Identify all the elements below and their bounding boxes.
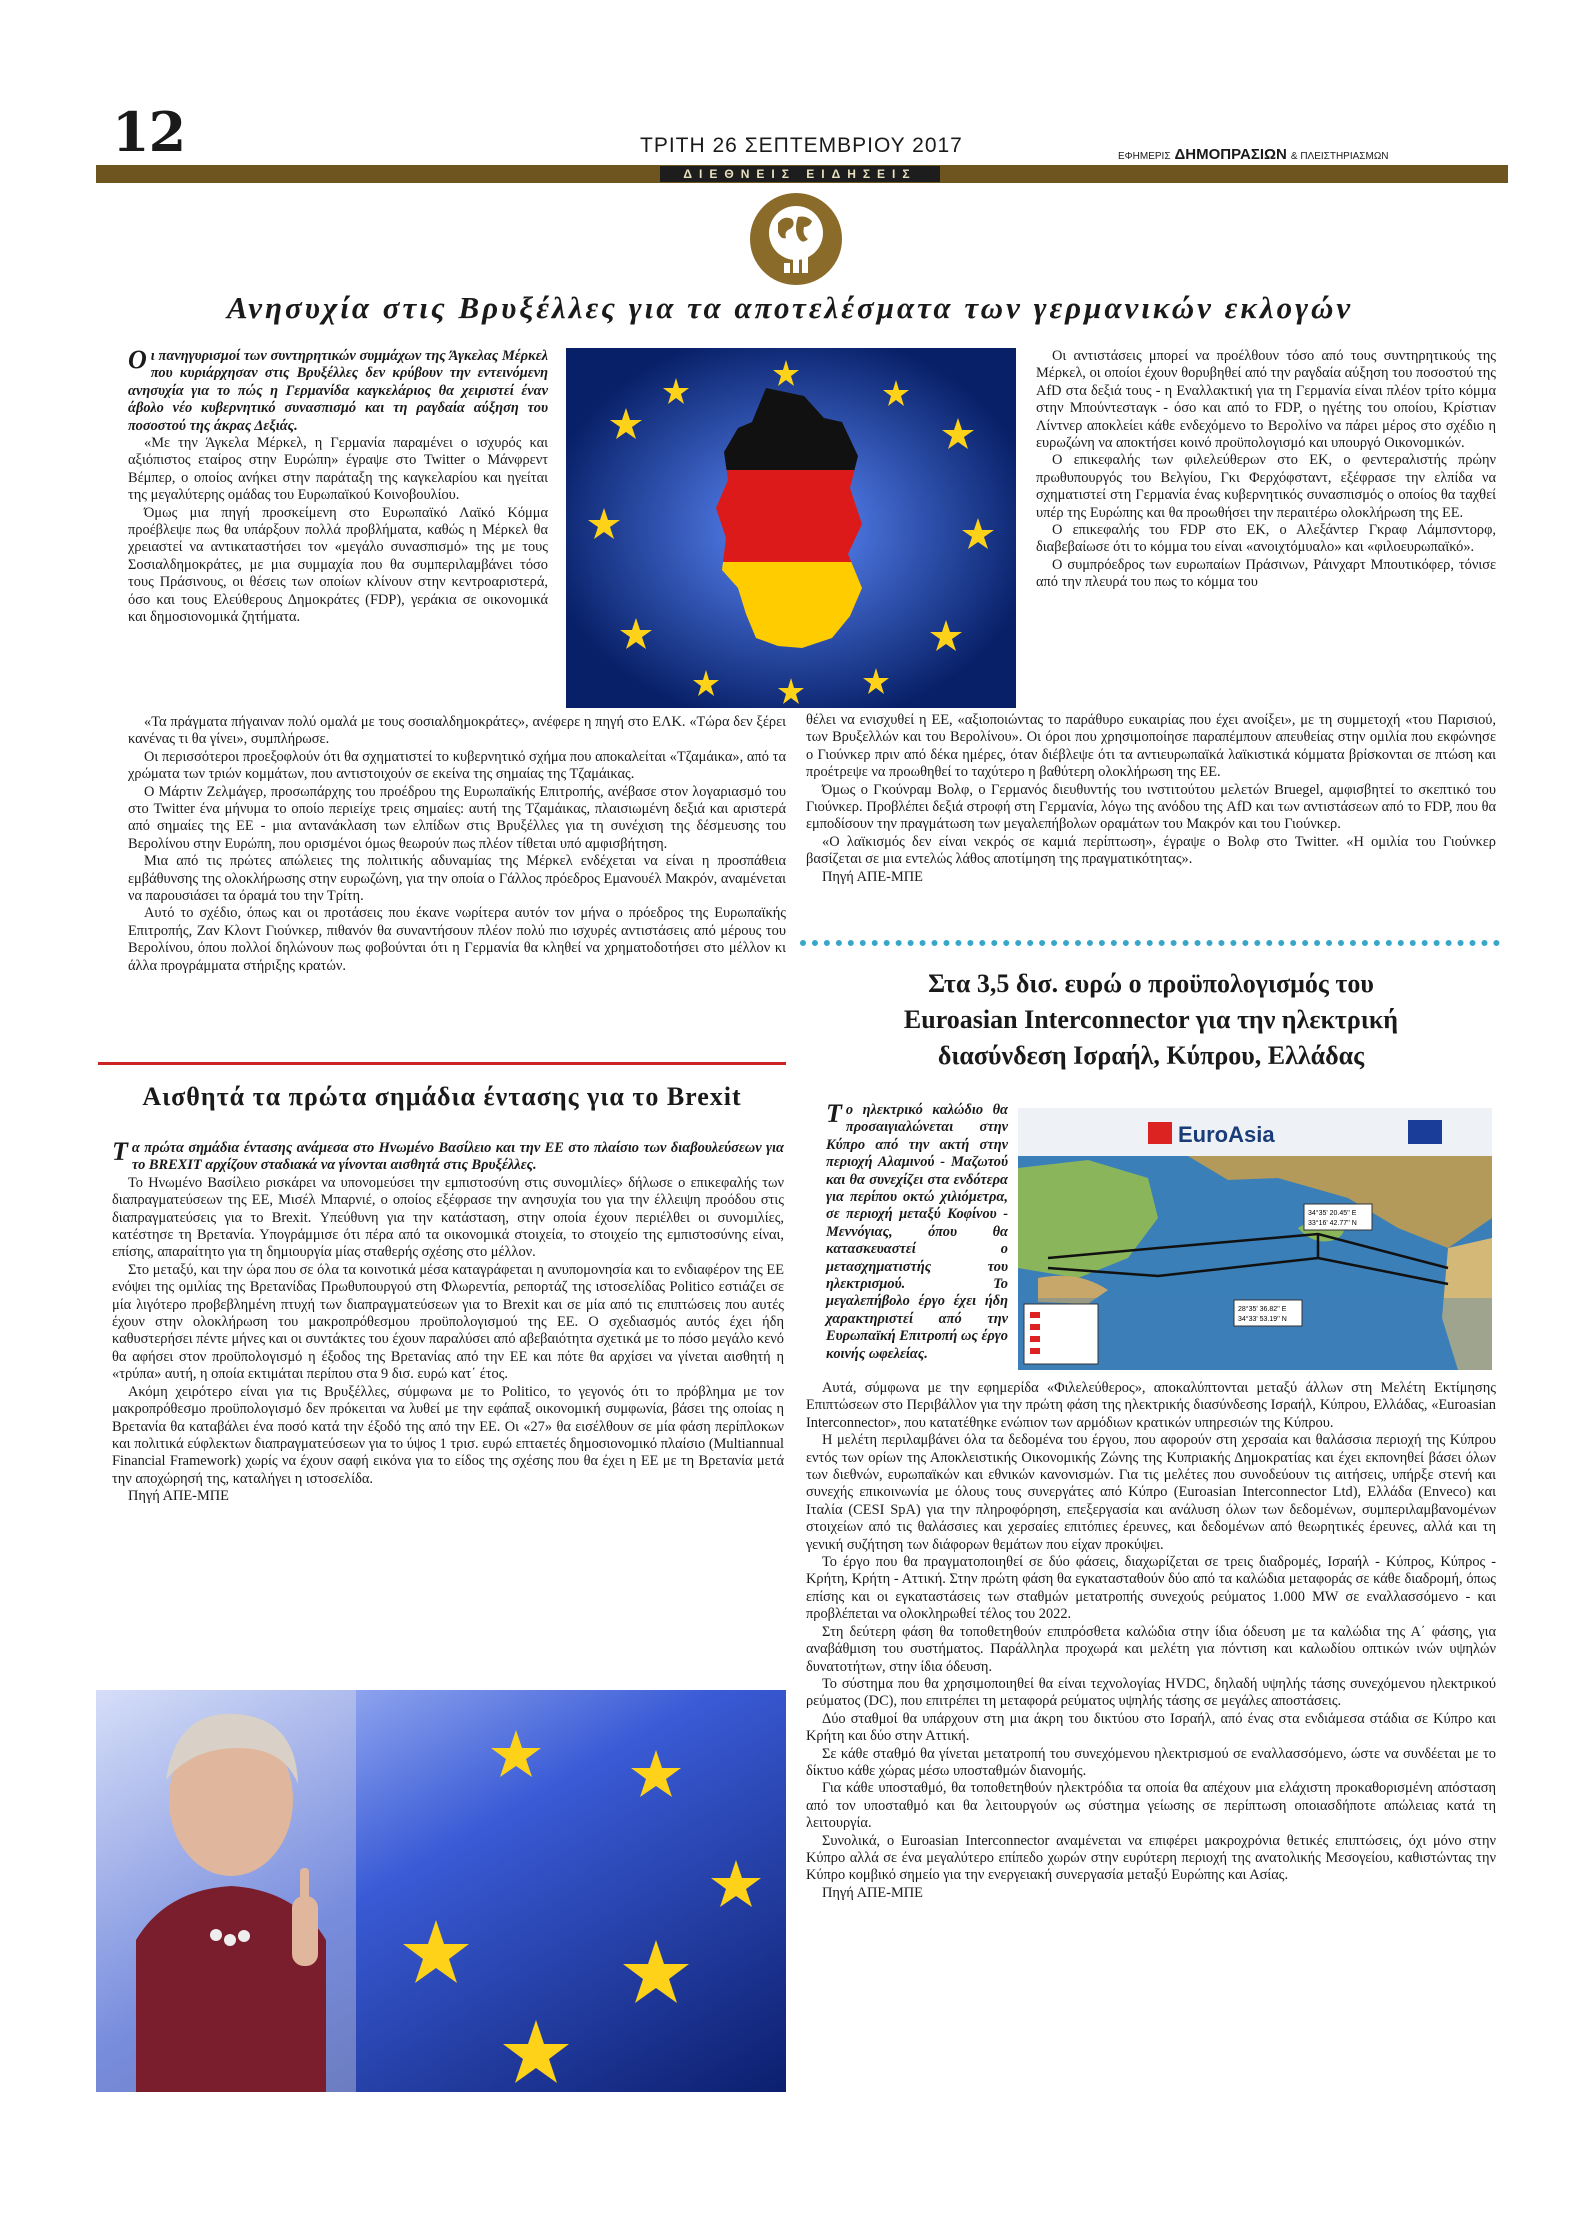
- article3-paragraph: Για κάθε υποσταθμό, θα τοποθετηθούν ηλεκτρόδια τα οποία θα απέχουν μια ελάχιστη προκαθορισμένη απόσταση από τον υποσταθμό και θα λειτουργούν ως σύστημα γείωσης σε περίπτωση οποιασδήποτε απώλειας κατά τη λειτουργία.: [806, 1780, 1496, 1832]
- article3-lead: Το ηλεκτρικό καλώδιο θα προσαιγιαλώνεται στην Κύπρο από την ακτή στην περιοχή Αλαμινού - Μαζωτού και θα συνεχίζει στα ενδότερα για περίπου οκτώ χιλιόμετρα, σε περιοχή μεταξύ Κοφίνου - Μεννόγιας, όπου θα κατασκευαστεί ο μετασχηματιστής του ηλεκτρισμού. Το μεγαλεπήβολο έργο έχει ήδη χαρακτηριστεί από την Ευρωπαϊκή Επιτροπή ως έργο κοινής ωφελείας.: [826, 1099, 1008, 1362]
- article1-source: Πηγή ΑΠΕ-ΜΠΕ: [822, 868, 923, 885]
- article3-headline-line: Euroasian Interconnector για την ηλεκτρική: [903, 1005, 1399, 1034]
- map-coordinate: 33°16' 42.77'' N: [1308, 1220, 1357, 1227]
- speaker-figure: [96, 1690, 356, 2092]
- article1-paragraph: «Τα πράγματα πήγαιναν πολύ ομαλά με τους σοσιαλδημοκράτες», ανέφερε η πηγή στο ΕΛΚ. «Τώρα δεν ξέρει κανένας τι θα γίνει», συμπλήρωσε.: [128, 714, 786, 748]
- article1-paragraph: Οι περισσότεροι προεξοφλούν ότι θα σχηματιστεί το κυβερνητικό σχήμα που αποκαλείται «Τζαμάικα», από τα χρώματα των τριών κομμάτων, που αντιστοιχούν σε εκείνα της σημαίας της Τζαμάικας.: [128, 748, 786, 783]
- article3-drop-cap: Τ: [826, 1099, 842, 1128]
- article1-lead: Οι πανηγυρισμοί των συντηρητικών συμμάχων της Άγκελας Μέρκελ που κυριάρχησαν στις Βρυξέλλες δεν κρύβουν την εντεινόμενη ανησυχία για το πώς η Γερμανίδα καγκελάριος θα χειριστεί έναν άβολο νέο κυβερνητικό συνασπισμό και τη ραγδαία αύξηση του ποσοστού της άκρας Δεξιάς.: [128, 345, 548, 434]
- article3-paragraph: Δύο σταθμοί θα υπάρχουν στη μια άκρη του δικτύου στο Ισραήλ, από ένας στα ενδιάμεσα στάδια σε Κύπρο και Κρήτη και δύο στην Αττική.: [806, 1710, 1496, 1745]
- article3-headline-line: Στα 3,5 δισ. ευρώ ο προϋπολογισμός του: [928, 969, 1374, 998]
- article1-paragraph: Ο συμπρόεδρος των ευρωπαίων Πράσινων, Ράινχαρτ Μπουτικόφερ, τόνισε από την πλευρά του πως το κόμμα του: [1036, 556, 1496, 591]
- article3-paragraph: Το έργο που θα πραγματοποιηθεί σε δύο φάσεις, διαχωρίζεται σε τρεις διαδρομές, Ισραήλ - Κύπρος, Κύπρος - Κρήτη, Κρήτη - Αττική. Στην πρώτη φάση θα εγκατασταθούν δύο από τα καλώδια μεταφοράς σε κάθε διαδρομή, όπως επίσης και οι εγκαταστάσεις των σταθμών μετατροπής συνεχούς ρεύματος 1.000 MW σε εναλλασσόμενο - και προβλέπεται να ολοκληρωθεί τέλος του 2022.: [806, 1554, 1496, 1623]
- article3-paragraph: Σε κάθε σταθμό θα γίνεται μετατροπή του συνεχόμενου ηλεκτρισμού σε εναλλασσόμενο, ώστε να συνδέεται με το δίκτυο κάθε χώρας μέσω υποσταθμών διανομής.: [806, 1745, 1496, 1779]
- article3-paragraph: Το σύστημα που θα χρησιμοποιηθεί θα είναι τεχνολογίας HVDC, δηλαδή υψηλής τάσης συνεχόμενου ηλεκτρικού ρεύματος (DC), που επιτρέπει τη μεταφορά ρεύματος υψηλής τάσης σε μεγάλες αποστάσεις.: [806, 1675, 1496, 1710]
- article3-lead-column: [826, 1099, 1008, 1363]
- article1-paragraph: Αυτό το σχέδιο, όπως και οι προτάσεις που έκανε νωρίτερα αυτόν τον μήνα ο πρόεδρος της Ευρωπαϊκής Επιτροπής, Ζαν Κλοντ Γιούνκερ, πιθανόν θα συναντήσουν πλέον πολύ πιο ισχυρές αντιστάσεις από μέρους του Βερολίνου, όπου πολλοί δηλώνουν πως φοβούνται ότι η Γερμανία θα κληθεί να χρηματοδοτήσει στο μέλλον κι άλλα προγράμματα στήριξης κρατών.: [128, 905, 786, 974]
- masthead-prefix: ΕΦΗΜΕΡΙΣ: [1118, 151, 1171, 162]
- article1-paragraph: Ο Μάρτιν Ζελμάγερ, προσωπάρχης του προέδρου της Ευρωπαϊκής Επιτροπής, ανέβασε στον λογαριασμό του στο Twitter ένα μήνυμα το οποίο περιείχε τρεις σημαίες: αυτή της Τζαμάικας, πλαισιωμένη δεξιά και αριστερά από σημαίες της ΕΕ - μια αντανάκλαση των ελπίδων στις Βρυξέλλες για τη συνέχιση της δέσμευσης του Βερολίνου στην Ευρώπη, που ορισμένοι όμως θεωρούν πως πλέον τίθεται υπό αμφισβήτηση.: [128, 783, 786, 852]
- article1-right-column: [1036, 348, 1496, 592]
- article1-paragraph: Ο επικεφαλής των φιλελεύθερων στο ΕΚ, ο φεντεραλιστής πρώην πρωθυπουργός του Βελγίου, Γκι Φερχόφσταντ, εξέφρασε την ελπίδα να σχηματιστεί στη Γερμανία ένας κυβερνητικός συνασπισμός ο οποίος θα ταχθεί υπέρ της Ευρώπης και θα προωθήσει την περαιτέρω ολοκλήρωση της ΕΕ.: [1036, 452, 1496, 521]
- article1-headline: Ανησυχία στις Βρυξέλλες για τα αποτελέσματα των γερμανικών εκλογών: [226, 290, 1354, 325]
- article2-paragraph: Στο μεταξύ, και την ώρα που σε όλα τα κοινοτικά μέσα καταγράφεται η ανυπομονησία και το ενδιαφέρον της ΕΕ ενόψει της ομιλίας της Βρετανίδας Πρωθυπουργού στη Φλωρεντία, ρεπορτάζ της ιστοσελίδας Politico εστιάζει σε μία λιγότερο προβεβλημένη πτυχή των διαπραγματεύσεων για το Brexit και σε μία από τις επιπτώσεις που αυτές έχουν στην ολοκλήρωση του μακροπρόθεσμου προϋπολογισμού της ΕΕ. Ο σχεδιασμός αυτός έχει ήδη καθυστερήσει πέντε μήνες και οι συντάκτες του έχουν παραλύσει από αβεβαιότητα σχετικά με το πόσο μεγάλο κενό θα αφήσει στον προϋπολογισμό η έξοδος της Βρετανίας από την ΕΕ και πότε θα αρχίσει να γίνεται αισθητή η «τρύπα» αυτή, η οποία εκτιμάται περίπου στα 9 δισ. ευρώ κατ΄ έτος.: [112, 1261, 784, 1383]
- dotted-separator: [800, 940, 1500, 946]
- map-coordinate: 34°35' 20.45'' E: [1308, 1210, 1357, 1217]
- article1-paragraph: «Ο λαϊκισμός δεν είναι νεκρός σε καμιά περίπτωση», έγραψε ο Βολφ στο Twitter. «Η ομιλία του Γιούνκερ βασίζεται σε μια εντελώς λάθος αποτίμηση της πραγματικότητας».: [806, 833, 1496, 868]
- article2-column: [112, 1137, 784, 1506]
- germany-eu-image: [566, 348, 1016, 708]
- article1-paragraph: θέλει να ενισχυθεί η ΕΕ, «αξιοποιώντας το παράθυρο ευκαιρίας που έχει ανοίξει», με τη συμμετοχή «του Παρισιού, των Βρυξελλών και του Βερολίνου». Οι όροι που χρησιμοποίησε παραπέμπουν απευθείας στην ομιλία που εκφώνησε ο Γιούνκερ πριν από δέκα ημέρες, όταν διέβλεψε ότι τα αντιευρωπαϊκά λαϊκιστικά κόμματα βρίσκονται σε πτώση και προέτρεψε να προωθηθεί το ταχύτερο η βαθύτερη ολοκλήρωση της ΕΕ.: [806, 712, 1496, 781]
- euroasia-map-image: [1018, 1108, 1492, 1370]
- red-rule: [98, 1062, 786, 1065]
- map-coordinate: 28°35' 36.82'' E: [1238, 1306, 1287, 1313]
- eu-flag-speaker-image: [96, 1690, 786, 2092]
- world-news-icon: [750, 193, 842, 285]
- article1-wide-column: [128, 714, 786, 975]
- article2-source: Πηγή ΑΠΕ-ΜΠΕ: [128, 1488, 229, 1505]
- page-number: 12: [112, 100, 186, 164]
- article2-lead: Τα πρώτα σημάδια έντασης ανάμεσα στο Ηνωμένο Βασίλειο και την ΕΕ στο πλαίσιο των διαβουλεύσεων για το BREXIT αρχίζουν σταδιακά να γίνονται αισθητά στις Βρυξέλλες.: [112, 1137, 784, 1174]
- article1-paragraph: Μια από τις πρώτες απώλειες της πολιτικής αδυναμίας της Μέρκελ ενδέχεται να είναι η προσπάθεια εμβάθυνσης της ολοκλήρωσης στην ευρωζώνη, για την οποία ο Γάλλος πρόεδρος Εμανουέλ Μακρόν, αναμένεται να παρουσιάσει τα όραμά του την Τρίτη.: [128, 853, 786, 905]
- article1-right-wide-column: [806, 712, 1496, 886]
- map-logo: EuroAsia: [1178, 1122, 1275, 1147]
- article1-paragraph: Όμως μια πηγή προσκείμενη στο Ευρωπαϊκό Λαϊκό Κόμμα προέβλεψε πως θα υπάρξουν πολλά προβλήματα, καθώς η Μέρκελ θα χρειαστεί να αντικαταστήσει τον «μεγάλο συνασπισμό» της με τους Σοσιαλδημοκράτες, με μια συμμαχία που θα συμπεριλαμβάνει τόσο τους Πράσινους, οι θέσεις των οποίων κλίνουν στην κεντροαριστερά, όσο και τους Ελεύθερους Δημοκράτες (FDP), γεράκια σε οικονομικά και δημοσιονομικά ζητήματα.: [128, 504, 548, 626]
- article2-paragraph: Ακόμη χειρότερο είναι για τις Βρυξέλλες, σύμφωνα με το Politico, το γεγονός ότι το πρόβλημα με τον μακροπρόθεσμο προϋπολογισμό δεν πρόκειται να λυθεί με την εφάπαξ οικονομική συμφωνία, βάσει της οποίας η Βρετανία θα καταβάλει ένα ποσό κατά την έξοδό της από την ΕΕ. Οι «27» θα εισέλθουν σε μία φάση περίπλοκων και πολιτικά εύφλεκτων διαπραγματεύσεων για το ύψος 1 τρισ. ευρώ επταετές δημοσιονομικό πλαίσιο (Multiannual Financial Framework) χωρίς να έχουν σαφή εικόνα για το είδος της σχέσης που θα έχει η ΕΕ με τη Βρετανία μετά την αποχώρησή της, καταλήγει η ιστοσελίδα.: [112, 1383, 784, 1487]
- masthead-suffix: & ΠΛΕΙΣΤΗΡΙΑΣΜΩΝ: [1290, 151, 1389, 162]
- issue-date: ΤΡΙΤΗ 26 ΣΕΠΤΕΜΒΡΙΟΥ 2017: [640, 134, 963, 157]
- article3-source: Πηγή ΑΠΕ-ΜΠΕ: [822, 1884, 923, 1901]
- article1-drop-cap: Ο: [128, 345, 147, 374]
- article3-paragraph: Συνολικά, ο Euroasian Interconnector αναμένεται να επιφέρει μακροχρόνια θετικές επιπτώσεις, όχι μόνο στην Κύπρο αλλά σε ένα μεγαλύτερο επίπεδο χωρών στην ευρύτερη περιοχή της ανατολικής Μεσογείου, καθιστώντας την Κύπρο κομβικό σημείο για την ενεργειακή συνεργασία μεταξύ Ευρώπης και Ασίας.: [806, 1832, 1496, 1884]
- map-coordinate: 34°33' 53.19'' N: [1238, 1316, 1287, 1323]
- section-label: ΔΙΕΘΝΕΙΣ ΕΙΔΗΣΕΙΣ: [660, 166, 940, 182]
- article1-paragraph: «Με την Άγκελα Μέρκελ, η Γερμανία παραμένει ο ισχυρός και αξιόπιστος εταίρος στην Ευρώπη» έγραψε στο Twitter ο Μάνφρεντ Βέμπερ, ο οποίος ανήκει στην παράταξη της καγκελαρίου και ηγείται της μεγαλύτερης ομάδας του Ευρωπαϊκού Κοινοβουλίου.: [128, 435, 548, 504]
- masthead-name: ΔΗΜΟΠΡΑΣΙΩΝ: [1174, 146, 1287, 163]
- article1-paragraph: Οι αντιστάσεις μπορεί να προέλθουν τόσο από τους συντηρητικούς της Μέρκελ, οι οποίοι έχουν θορυβηθεί από την ραγδαία αύξηση του ποσοστού της AfD στα δεξιά τους - η Εναλλακτική για τη Γερμανία είναι πλέον τρίτο κόμμα στην Μπούντεσταγκ - όσο και από το FDP, ο ηγέτης του οποίου, Κρίστιαν Λίντνερ αποκλείει κάθε ενδεχόμενο το Βερολίνο να πάρει μέρος στο σχέδιο η ευρωζώνη να αποκτήσει κοινό προϋπολογισμό και υπουργό Οικονομικών.: [1036, 348, 1496, 452]
- article1-left-column: [128, 345, 548, 627]
- article3-paragraph: Στη δεύτερη φάση θα τοποθετηθούν επιπρόσθετα καλώδια στην ίδια όδευση με τα καλώδια της Α΄ φάσης, για αναβάθμιση του συστήματος. Παράλληλα προχωρά και μελέτη για πόντιση και καλωδίου οπτικών ινών υψηλών δυνατοτήτων, στην ίδια όδευση.: [806, 1623, 1496, 1675]
- article3-paragraph: Αυτά, σύμφωνα με την εφημερίδα «Φιλελεύθερος», αποκαλύπτονται μεταξύ άλλων στη Μελέτη Εκτίμησης Επιπτώσεων στο Περιβάλλον για την πρώτη φάση της ηλεκτρικής διασύνδεσης Ισραήλ, Κύπρου, Ελλάδας, «Euroasian Interconnector», που κατατέθηκε ενώπιον των αρμόδιων κρατικών υπηρεσιών της Κύπρου.: [806, 1380, 1496, 1431]
- article2-drop-cap: Τ: [112, 1137, 128, 1166]
- article2-headline: Αισθητά τα πρώτα σημάδια έντασης για το Brexit: [142, 1082, 742, 1111]
- newspaper-masthead: [1118, 146, 1508, 163]
- article3-paragraph: Η μελέτη περιλαμβάνει όλα τα δεδομένα του έργου, που αφορούν στη χερσαία και θαλάσσια περιοχή της Κύπρου εντός των ορίων της Αποκλειστικής Οικονομικής Ζώνης της Κυπριακής Δημοκρατίας και έχει εκπονηθεί βάσει όλων των διεθνών, ευρωπαϊκών και εθνικών κανονισμών. Για τις μελέτες που συνοδεύουν τις αιτήσεις, υπήρξε στενή και συνεχής επικοινωνία με όλους τους συνεργάτες από Κύπρο (Euroasian Interconnector Ltd), Ελλάδα (Enveco) και Ιταλία (CESI SpA) για την πληροφόρηση, επεξεργασία και ανάλυση όλων των δεδομένων, συμπεριλαμβανομένων στοιχείων από τις θαλάσσιες και χερσαίες επιτόπιες έρευνες, και δεδομένων από θεωρητικές έρευνες, αλλά και τη γενική συζήτηση των διάφορων θεμάτων που είχαν προκύψει.: [806, 1432, 1496, 1553]
- article1-paragraph: Ο επικεφαλής του FDP στο ΕΚ, ο Αλεξάντερ Γκραφ Λάμπσντορφ, διαβεβαίωσε ότι το κόμμα του είναι «ανοιχτόμυαλο» και «φιλοευρωπαϊκό».: [1036, 522, 1496, 556]
- article3-headline: [806, 966, 1496, 1074]
- article3-headline-line: διασύνδεση Ισραήλ, Κύπρου, Ελλάδας: [937, 1041, 1365, 1070]
- article2-paragraph: Το Ηνωμένο Βασίλειο ρισκάρει να υπονομεύσει την εμπιστοσύνη στις συνομιλίες» δήλωσε ο επικεφαλής των διαπραγματεύσεων της ΕΕ, Μισέλ Μπαρνιέ, ο οποίος εξέφρασε την ανησυχία του για την έλλειψη προόδου στις διαπραγματεύσεις για το Brexit. Υπεύθυνη για την κατάσταση, στην οποία έχουν περιέλθει οι συνομιλίες, κατέστησε τη Βρετανία. Υπογράμμισε ότι πέρα από τα οικονομικά στοιχεία, το στοιχείο της εμπιστοσύνης είναι, επίσης, απαραίτητο για τη δημιουργία μίας σταθερής σχέσης στο μέλλον.: [112, 1174, 784, 1261]
- article3-column: [806, 1380, 1496, 1902]
- article1-paragraph: Όμως ο Γκούνραμ Βολφ, ο Γερμανός διευθυντής του ινστιτούτου μελετών Bruegel, αμφισβητεί το σκεπτικό του Γιούνκερ. Προβλέπει δεξιά στροφή στη Γερμανία, λόγω της ανόδου της AfD και των αντιστάσεων από το FDP, που θα εμποδίσουν την πραγμάτωση των μεγαλεπήβολων οραμάτων του Μακρόν και του Γιούνκερ.: [806, 781, 1496, 833]
